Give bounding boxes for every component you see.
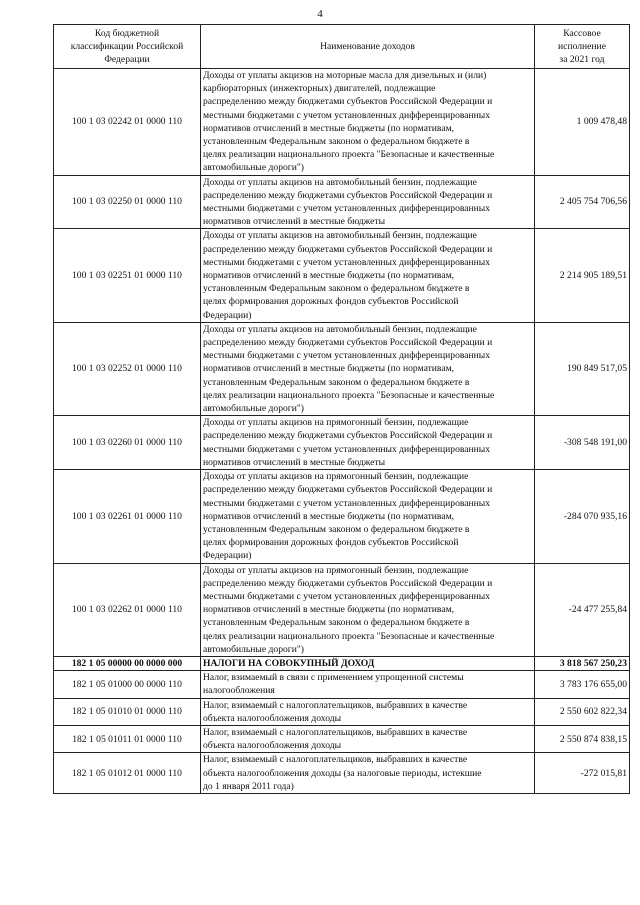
revenue-name-line: объекта налогообложения доходы — [203, 712, 342, 724]
revenue-name-line: распределению между бюджетами субъектов Российской Федерации и — [203, 577, 493, 589]
revenue-name-line: нормативов отчислений в местные бюджеты — [203, 456, 386, 468]
budget-code-cell: 182 1 05 01012 01 0000 110 — [54, 753, 201, 794]
revenue-name-line: Доходы от уплаты акцизов на прямогонный бензин, подлежащие — [203, 417, 469, 429]
header-name: Наименование доходов — [201, 25, 535, 69]
table-row — [54, 671, 630, 698]
amount-cell: 190 849 517,05 — [535, 322, 630, 415]
revenue-name-line: целях формирования дорожных фондов субъектов Российской — [203, 296, 459, 308]
revenue-name-line: до 1 января 2011 года) — [203, 780, 294, 792]
revenue-name-line: автомобильные дороги") — [203, 162, 304, 174]
revenue-name-line: Налог, взимаемый с налогоплательщиков, выбравших в качестве — [203, 726, 468, 738]
revenue-name-line: Доходы от уплаты акцизов на автомобильный бензин, подлежащие — [203, 176, 477, 188]
revenue-name-line: Доходы от уплаты акцизов на прямогонный бензин, подлежащие — [203, 564, 469, 576]
header-code-line: классификации Российской — [70, 40, 184, 52]
budget-code-cell: 100 1 03 02242 01 0000 110 — [54, 69, 201, 176]
revenue-name-cell — [201, 470, 535, 563]
revenue-name-line: местными бюджетами с учетом установленных дифференцированных — [203, 109, 491, 121]
revenue-name-line: распределению между бюджетами субъектов Российской Федерации и — [203, 337, 493, 349]
table-row — [54, 656, 630, 670]
revenue-name-line: Налог, взимаемый в связи с применением упрощенной системы — [203, 672, 464, 684]
table-row — [54, 229, 630, 322]
page-number: 4 — [317, 8, 323, 20]
revenue-name-line: налогообложения — [203, 685, 275, 697]
revenue-name-line: Доходы от уплаты акцизов на автомобильный бензин, подлежащие — [203, 323, 477, 335]
revenue-name-line: местными бюджетами с учетом установленных дифференцированных — [203, 256, 491, 268]
revenue-name-line: автомобильные дороги") — [203, 643, 304, 655]
header-amount-line: за 2021 год — [559, 54, 605, 66]
budget-code-cell: 100 1 03 02251 01 0000 110 — [54, 229, 201, 322]
revenue-name-line: Федерации) — [203, 550, 252, 562]
amount-cell: -284 070 935,16 — [535, 470, 630, 563]
revenue-name-cell — [201, 656, 535, 670]
revenue-name-line: установленным Федеральным законом о федеральном бюджете в — [203, 376, 470, 388]
revenue-name-line: нормативов отчислений в местные бюджеты (по нормативам, — [203, 270, 455, 282]
budget-code-cell: 182 1 05 01000 00 0000 110 — [54, 671, 201, 698]
budget-code-cell: 100 1 03 02252 01 0000 110 — [54, 322, 201, 415]
revenue-name-line: целях реализации национального проекта "Безопасные и качественные — [203, 630, 495, 642]
amount-cell: 3 818 567 250,23 — [535, 656, 630, 670]
revenue-name-line: объекта налогообложения доходы (за налоговые периоды, истекшие — [203, 767, 482, 779]
table-header-row — [54, 25, 630, 69]
revenue-name-line: установленным Федеральным законом о федеральном бюджете в — [203, 283, 470, 295]
budget-code-cell: 100 1 03 02262 01 0000 110 — [54, 563, 201, 656]
revenue-name-line: местными бюджетами с учетом установленных дифференцированных — [203, 350, 491, 362]
revenue-name-line: Доходы от уплаты акцизов на автомобильный бензин, подлежащие — [203, 230, 477, 242]
revenue-name-line: Доходы от уплаты акцизов на прямогонный бензин, подлежащие — [203, 471, 469, 483]
revenue-name-cell — [201, 671, 535, 698]
revenue-name-line: установленным Федеральным законом о федеральном бюджете в — [203, 136, 470, 148]
revenue-name-cell — [201, 416, 535, 470]
revenue-name-cell — [201, 563, 535, 656]
budget-code-cell: 182 1 05 01011 01 0000 110 — [54, 725, 201, 752]
amount-cell: -272 015,81 — [535, 753, 630, 794]
revenue-name-line: НАЛОГИ НА СОВОКУПНЫЙ ДОХОД — [203, 657, 375, 669]
revenue-name-cell — [201, 69, 535, 176]
revenue-name-line: распределению между бюджетами субъектов Российской Федерации и — [203, 243, 493, 255]
revenue-name-line: нормативов отчислений в местные бюджеты (по нормативам, — [203, 363, 455, 375]
table-row — [54, 563, 630, 656]
table-body — [54, 69, 630, 794]
revenue-name-cell — [201, 322, 535, 415]
revenue-name-line: целях реализации национального проекта "Безопасные и качественные — [203, 149, 495, 161]
revenue-name-line: нормативов отчислений в местные бюджеты — [203, 216, 386, 228]
revenue-name-line: Налог, взимаемый с налогоплательщиков, выбравших в качестве — [203, 699, 468, 711]
revenue-table — [53, 24, 630, 794]
amount-cell: -24 477 255,84 — [535, 563, 630, 656]
header-amount-line: исполнение — [558, 40, 606, 52]
revenue-name-cell — [201, 698, 535, 725]
revenue-name-line: местными бюджетами с учетом установленных дифференцированных — [203, 590, 491, 602]
budget-code-cell: 100 1 03 02261 01 0000 110 — [54, 470, 201, 563]
amount-cell: 2 214 905 189,51 — [535, 229, 630, 322]
header-code-line: Код бюджетной — [94, 27, 160, 39]
amount-cell: 2 550 874 838,15 — [535, 725, 630, 752]
revenue-name-line: объекта налогообложения доходы — [203, 740, 342, 752]
revenue-name-line: Федерации) — [203, 309, 252, 321]
amount-cell: 2 550 602 822,34 — [535, 698, 630, 725]
revenue-name-line: нормативов отчислений в местные бюджеты (по нормативам, — [203, 510, 455, 522]
revenue-name-cell — [201, 229, 535, 322]
revenue-name-line: распределению между бюджетами субъектов Российской Федерации и — [203, 189, 493, 201]
amount-cell: 3 783 176 655,00 — [535, 671, 630, 698]
revenue-name-line: целях формирования дорожных фондов субъектов Российской — [203, 537, 459, 549]
revenue-name-line: установленным Федеральным законом о федеральном бюджете в — [203, 617, 470, 629]
revenue-name-line: автомобильные дороги") — [203, 403, 304, 415]
amount-cell: 2 405 754 706,56 — [535, 175, 630, 229]
header-amount-line: Кассовое — [563, 27, 601, 39]
table-row — [54, 753, 630, 794]
header-amount — [535, 25, 630, 69]
table-row — [54, 322, 630, 415]
table-row — [54, 698, 630, 725]
revenue-name-line: распределению между бюджетами субъектов Российской Федерации и — [203, 430, 493, 442]
budget-code-cell: 182 1 05 00000 00 0000 000 — [54, 656, 201, 670]
revenue-name-line: установленным Федеральным законом о федеральном бюджете в — [203, 523, 470, 535]
table-row — [54, 175, 630, 229]
budget-code-cell: 182 1 05 01010 01 0000 110 — [54, 698, 201, 725]
budget-code-cell: 100 1 03 02250 01 0000 110 — [54, 175, 201, 229]
revenue-name-line: местными бюджетами с учетом установленных дифференцированных — [203, 203, 491, 215]
header-code-line: Федерации — [104, 54, 150, 66]
table-row — [54, 416, 630, 470]
revenue-name-cell — [201, 725, 535, 752]
revenue-name-line: распределению между бюджетами субъектов Российской Федерации и — [203, 96, 493, 108]
amount-cell: -308 548 191,00 — [535, 416, 630, 470]
table-row — [54, 725, 630, 752]
table-row — [54, 69, 630, 176]
revenue-name-line: местными бюджетами с учетом установленных дифференцированных — [203, 443, 491, 455]
budget-code-cell: 100 1 03 02260 01 0000 110 — [54, 416, 201, 470]
revenue-name-line: Доходы от уплаты акцизов на моторные масла для дизельных и (или) — [203, 70, 487, 81]
revenue-name-line: нормативов отчислений в местные бюджеты (по нормативам, — [203, 604, 455, 616]
header-code — [54, 25, 201, 69]
revenue-name-line: нормативов отчислений в местные бюджеты (по нормативам, — [203, 122, 455, 134]
revenue-name-line: целях реализации национального проекта "Безопасные и качественные — [203, 389, 495, 401]
revenue-name-line: распределению между бюджетами субъектов Российской Федерации и — [203, 484, 493, 496]
revenue-name-cell — [201, 175, 535, 229]
revenue-name-line: карбюраторных (инжекторных) двигателей, подлежащие — [203, 83, 436, 95]
revenue-name-line: Налог, взимаемый с налогоплательщиков, выбравших в качестве — [203, 754, 468, 766]
amount-cell: 1 009 478,48 — [535, 69, 630, 176]
revenue-name-cell — [201, 753, 535, 794]
revenue-name-line: местными бюджетами с учетом установленных дифференцированных — [203, 497, 491, 509]
table-row — [54, 470, 630, 563]
